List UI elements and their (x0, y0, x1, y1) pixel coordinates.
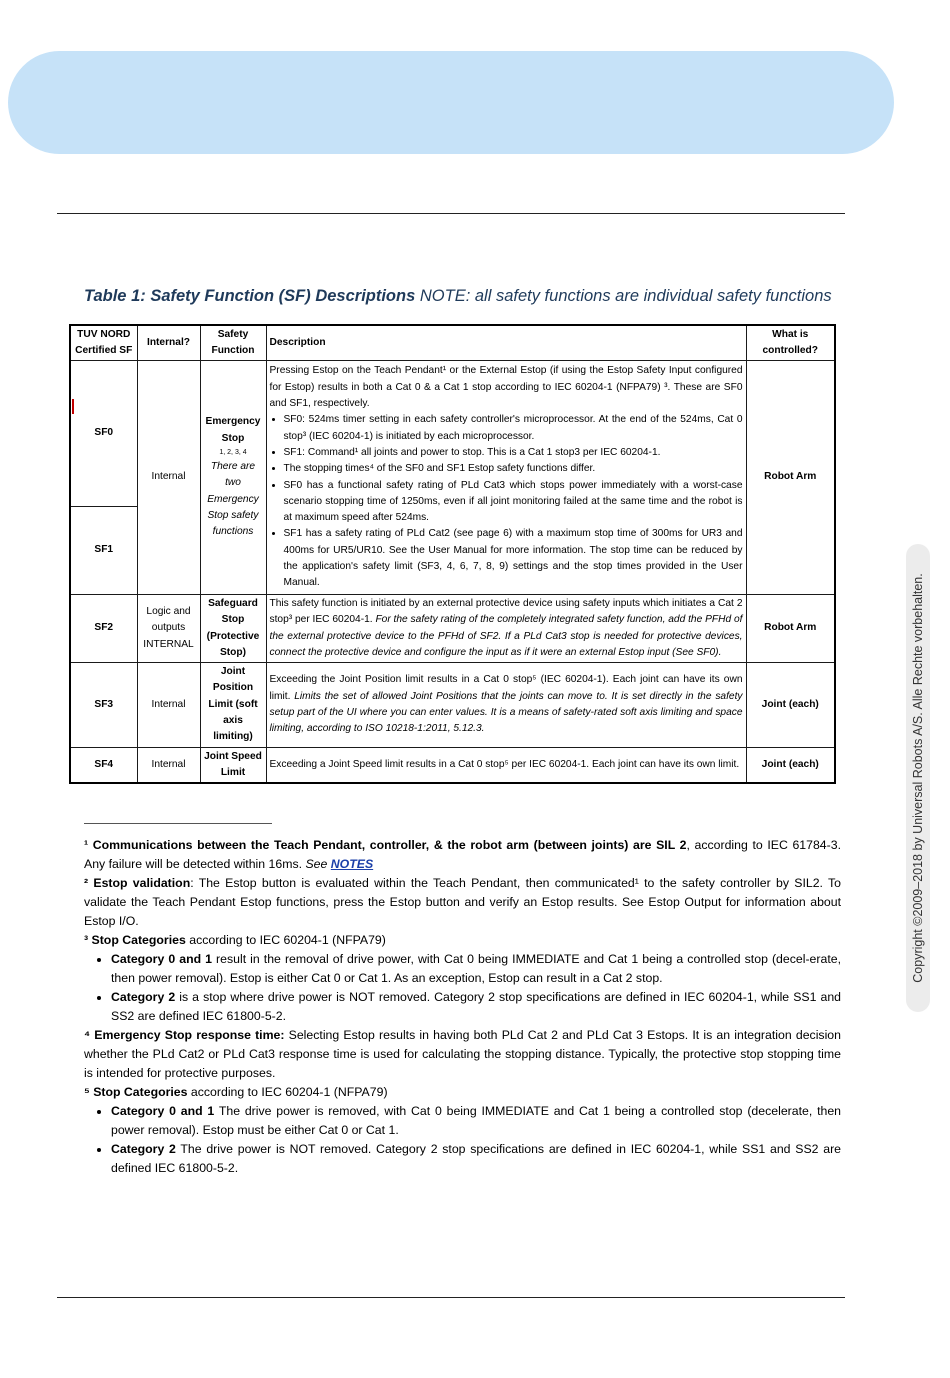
fn-text: The drive power is removed, with Cat 0 being IMMEDIATE and Cat 1 being a controlled stop (decelerate, then power removal). Estop must be either Cat 0 or Cat 1. (111, 1104, 841, 1137)
sf-description (266, 595, 746, 663)
footnote-4 (84, 1026, 841, 1083)
list-item (111, 950, 841, 988)
fn-bold: ³ Stop Categories (84, 933, 186, 947)
desc-intro: Pressing Estop on the Teach Pendant¹ or the External Estop (if using the Estop Safety Input configured for Estop) results in both a Cat 0 & a Cat 1 stop according to IEC 60204-1 (NFPA79) ³. These are SF0 and SF1, respectively. (269, 365, 743, 410)
fn-text: The drive power is NOT removed. Category 2 stop specifications are defined in IEC 60204-1, while SS1 and SS2 are defined IEC 61800-5-2. (111, 1142, 842, 1175)
sf-id: SF1 (70, 507, 137, 595)
sf-id: SF4 (70, 747, 137, 783)
fn-text: according to IEC 60204-1 (NFPA79) (187, 1085, 388, 1099)
header-rule (57, 213, 845, 214)
footnote-3-list (84, 950, 841, 1026)
footnote-1 (84, 836, 841, 874)
desc-plain: This safety function is initiated by an external protective device using safety inputs which initiates a Cat 2 stop³ per IEC 60204-1. (269, 598, 743, 626)
sf-function: Joint Position Limit (soft axis limiting) (200, 663, 266, 747)
desc-italic: Limits the set of allowed Joint Positions that the joints can move to. It is set directly in the safety setup part of the UI where you can enter values. It is a means of safety-rated soft axis limiting and space limiting, according to ISO 10218-1:2011, 5.12.3. (269, 690, 743, 735)
copyright-text: Copyright ©2009–2018 by Universal Robots A/S. Alle Rechte vorbehalten. (911, 573, 925, 983)
desc-plain: Exceeding the Joint Position limit results in a Cat 0 stop⁵ (IEC 60204-1). Each joint can have its own limit. (269, 674, 743, 702)
list-item: • SF1: Command¹ all joints and power to stop. This is a Cat 1 stop3 per IEC 60204-1. (284, 445, 743, 461)
fn-bold: Category 2 (111, 990, 176, 1004)
fn-bold: Category 0 and 1 (111, 952, 212, 966)
header-description: Description (266, 325, 746, 361)
list-item: • The stopping times⁴ of the SF0 and SF1 Estop safety functions differ. (284, 461, 743, 477)
sf-function: Joint Speed Limit (200, 747, 266, 783)
list-item: • SF0: 524ms timer setting in each safety controller's microprocessor. At the end of the 524ms, Cat 0 stop³ (IEC 60204-1) is initiated by each microprocessor. (284, 412, 743, 445)
list-item: • SF1 has a safety rating of PLd Cat2 (see page 6) with a maximum stop time of 300ms for UR3 and 400ms for UR5/UR10. See the User Manual for more information. The stop time can be reduced by the application's safety limit (SF3, 4, 6, 7, 8, 9) settings and the stop times provided in the User Manual. (284, 526, 743, 591)
footnote-separator (84, 823, 272, 824)
fn-bold: Category 2 (111, 1142, 176, 1156)
footnote-2 (84, 874, 841, 931)
fn-text: result in the removal of drive power, with Cat 0 being IMMEDIATE and Cat 1 being a controlled stop (decel-erate, then power removal). Estop is either Cat 0 or Cat 1. As an exception, Estop can result in a Cat 2 stop. (111, 952, 841, 985)
fn-bold: Category 0 and 1 (111, 1104, 215, 1118)
fn-bold: ² Estop validation (84, 876, 191, 890)
function-note: There are two Emergency Stop safety functions (207, 461, 259, 538)
table-row-sf3 (70, 663, 835, 747)
table-caption (84, 287, 844, 306)
list-item (111, 1140, 841, 1178)
sf-function (200, 361, 266, 595)
notes-link[interactable]: NOTES (330, 857, 374, 871)
sf-internal: Internal (137, 361, 200, 595)
fn-text: Selecting Estop results in having both PLd Cat 2 and PLd Cat 3 Estops. It is an integration decision whether the PLd Cat2 or PLd Cat3 response time is used for calculating the stopping distance. Typically, the protective stop stopping time is intended for protective purposes. (84, 1028, 841, 1080)
sf-description: Exceeding a Joint Speed limit results in a Cat 0 stop⁵ per IEC 60204-1. Each joint can have its own limit. (266, 747, 746, 783)
desc-italic: For the safety rating of the completely integrated safety function, add the PFHd of the external protective device to the PFHd of SF2. If a PLd Cat3 stop is needed for protective devices, connect the protective device and configure the input as if it were an external Estop input (See SF0). (269, 614, 743, 658)
safety-function-table (69, 324, 836, 784)
table-row-sf4 (70, 747, 835, 783)
sf-controlled: Robot Arm (746, 595, 835, 663)
function-label: Emergency Stop (205, 416, 261, 444)
footer-rule (57, 1297, 845, 1298)
footnote-3 (84, 931, 841, 950)
sf-description (266, 361, 746, 595)
sf-description (266, 663, 746, 747)
header-certified: TUV NORD Certified SF (70, 325, 137, 361)
footnotes (84, 836, 841, 1178)
header-banner (8, 51, 894, 154)
fn-bold: ¹ Communications between the Teach Pendant, controller, & the robot arm (between joints) are SIL 2 (84, 838, 687, 852)
function-footnote-refs: 1, 2, 3, 4 (219, 449, 247, 457)
fn-see: See (305, 857, 328, 871)
header-function: Safety Function (200, 325, 266, 361)
sf-id: SF2 (70, 595, 137, 663)
sf-internal: Internal (137, 663, 200, 747)
fn-text: : The Estop button is evaluated within the Teach Pendant, then communicated¹ to the safety controller by SIL2. To validate the Teach Pendant Estop functions, press the Estop button and verify an Estop results. See Estop Output for information about Estop I/O. (84, 876, 841, 928)
caption-note: NOTE: all safety functions are individual safety functions (419, 287, 832, 305)
header-controlled: What is controlled? (746, 325, 835, 361)
fn-text: , according to IEC 61784-3. Any failure will be detected within 16ms. (84, 838, 841, 871)
list-item: • SF0 has a functional safety rating of PLd Cat3 which stops power immediately with a worst-case scenario stopping time of 1250ms, even if all joint monitoring failed at the same time and the robot is at maximum speed after 524ms. (284, 478, 743, 527)
sf-internal: Logic and outputs INTERNAL (137, 595, 200, 663)
list-item (111, 1102, 841, 1140)
fn-bold: ⁴ Emergency Stop response time: (84, 1028, 285, 1042)
copyright-sidebar (906, 544, 930, 1012)
sf-controlled: Joint (each) (746, 663, 835, 747)
caption-title: Table 1: Safety Function (SF) Descriptions (84, 287, 416, 305)
desc-bullets (270, 412, 743, 591)
sf-id: SF0 (70, 361, 137, 507)
fn-bold: ⁵ Stop Categories (84, 1085, 188, 1099)
sf-id: SF3 (70, 663, 137, 747)
list-item (111, 988, 841, 1026)
sf-internal: Internal (137, 747, 200, 783)
table-row-sf2 (70, 595, 835, 663)
sf-function: Safeguard Stop (Protective Stop) (200, 595, 266, 663)
table-header-row (70, 325, 835, 361)
fn-text: is a stop where drive power is NOT removed. Category 2 stop specifications are defined in IEC 60204-1, while SS1 and SS2 are defined IEC 61800-5-2. (111, 990, 842, 1023)
sf-controlled: Joint (each) (746, 747, 835, 783)
table-row-sf0 (70, 361, 835, 507)
sf-controlled: Robot Arm (746, 361, 835, 595)
header-internal: Internal? (137, 325, 200, 361)
footnote-5-list (84, 1102, 841, 1178)
fn-text: according to IEC 60204-1 (NFPA79) (185, 933, 386, 947)
footnote-5 (84, 1083, 841, 1102)
